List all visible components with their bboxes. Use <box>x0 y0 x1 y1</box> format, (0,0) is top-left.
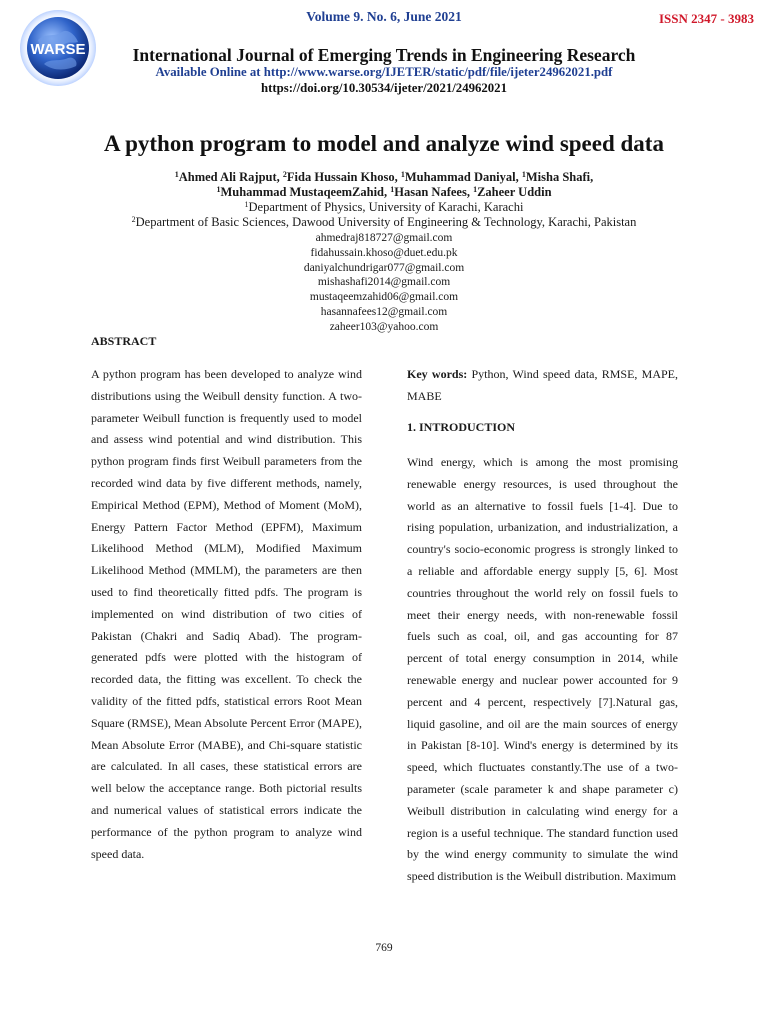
author-affil-mark: 1 <box>390 185 395 194</box>
author-affil-mark: 1 <box>473 185 478 194</box>
issn-label: ISSN 2347 - 3983 <box>659 11 754 26</box>
author-affil-mark: 1 <box>521 170 526 179</box>
affiliation-2 <box>0 215 768 230</box>
logo-text: WARSE <box>30 41 86 58</box>
affiliation-text: Department of Physics, University of Karachi, Karachi <box>248 200 524 214</box>
author-affil-mark: 1 <box>216 185 221 194</box>
author-affil-mark: 1 <box>400 170 405 179</box>
journal-name: International Journal of Emerging Trends in Engineering Research <box>132 45 636 65</box>
keywords-paragraph <box>407 364 678 408</box>
introduction-text: Wind energy, which is among the most promising renewable energy resources, is used throughout the world as an alternative to fossil fuels [1-4]. Due to rising population, urbanization, and industrialization, a country's socio-economic progress is strongly linked to a reliable and affordable energy supply [5, 6]. Most countries throughout the world rely on fossil fuels to meet their energy needs, with non-renewable fossil fuels such as coal, oil, and gas accounting for 87 percent of total energy consumption in 2014, while renewable energy and nuclear power accounted for 9 percent and 4 percent, respectively [7].Natural gas, liquid gasoline, and oil are the main sources of energy in Pakistan [8-10]. Wind's energy is determined by its speed, which fluctuates constantly.The use of a two-parameter (scale parameter k and shape parameter c) Weibull distribution in calculating wind energy for a region is a useful technique. The standard function used by the wind energy community to simulate the wind speed distribution is the Weibull distribution. Maximum <box>407 455 678 884</box>
affiliation-mark: 2 <box>131 215 136 224</box>
author-name: Misha Shafi, <box>525 170 594 184</box>
author-name: Hasan Nafees, <box>394 185 474 199</box>
available-online-link[interactable]: Available Online at http://www.warse.org/IJETER/static/pdf/file/ijeter24962021.pdf <box>155 65 613 79</box>
author-list <box>0 170 768 200</box>
introduction-heading: 1. INTRODUCTION <box>407 420 516 434</box>
keywords-text: Python, Wind speed data, RMSE, MAPE, MABE <box>407 367 679 403</box>
author-name: Zaheer Uddin <box>477 185 552 199</box>
abstract-heading: ABSTRACT <box>91 334 157 348</box>
email-link[interactable]: daniyalchundrigar077@gmail.com <box>303 261 465 274</box>
email-link[interactable]: hasannafees12@gmail.com <box>320 305 448 318</box>
author-line-2 <box>0 185 768 200</box>
doi-link[interactable]: https://doi.org/10.30534/ijeter/2021/24962021 <box>261 81 507 95</box>
abstract-text: A python program has been developed to analyze wind distributions using the Weibull density function. A two-parameter Weibull function is frequently used to model and assess wind potential and wind distribution. This python program finds first Weibull parameters from the recorded wind data by five different methods, namely, Empirical Method (EPM), Method of Moment (MoM), Energy Pattern Factor Method (EPFM), Maximum Likelihood Method (MLM), Modified Maximum Likelihood Method (MMLM), the parameters are then used to find theoretically fitted pdfs. The program is implemented on wind distribution of two cities of Pakistan (Chakri and Sadiq Abad). The program-generated pdfs were plotted with the histogram of recorded data, the fitting was excellent. To check the validity of the fitted pdfs, statistical errors Root Mean Square (RMSE), Mean Absolute Percent Error (MAPE), Mean Absolute Error (MABE), and Chi-square statistic are calculated. In all cases, these statistical errors are well below the acceptance range. Both pictorial results and numerical values of statistical errors indicate the performance of the python program to analyze wind speed data. <box>91 367 362 861</box>
author-affil-mark: 2 <box>282 170 287 179</box>
email-link[interactable]: zaheer103@yahoo.com <box>329 320 439 333</box>
paper-title: A python program to model and analyze wind speed data <box>104 131 664 156</box>
author-line-1 <box>0 170 768 185</box>
email-link[interactable]: fidahussain.khoso@duet.edu.pk <box>310 246 458 259</box>
author-name: Muhammad Daniyal, <box>404 170 522 184</box>
affiliation-1 <box>0 200 768 215</box>
keywords-label: Key words: <box>407 367 468 381</box>
email-link[interactable]: mustaqeemzahid06@gmail.com <box>309 291 459 304</box>
author-name: Fida Hussain Khoso, <box>286 170 401 184</box>
author-name: Muhammad MustaqeemZahid, <box>220 185 391 199</box>
email-list <box>0 231 768 335</box>
email-link[interactable]: ahmedraj818727@gmail.com <box>315 232 453 244</box>
page-number: 769 <box>375 942 393 954</box>
author-name: Ahmed Ali Rajput, <box>178 170 283 184</box>
author-affil-mark: 1 <box>174 170 179 179</box>
affiliations <box>0 200 768 230</box>
email-link[interactable]: mishashafi2014@gmail.com <box>317 276 451 289</box>
affiliation-mark: 1 <box>244 200 249 209</box>
affiliation-text: Department of Basic Sciences, Dawood University of Engineering & Technology, Karachi, Pakistan <box>135 215 637 229</box>
globe-logo-icon <box>18 8 98 88</box>
volume-label: Volume 9. No. 6, June 2021 <box>306 9 462 24</box>
